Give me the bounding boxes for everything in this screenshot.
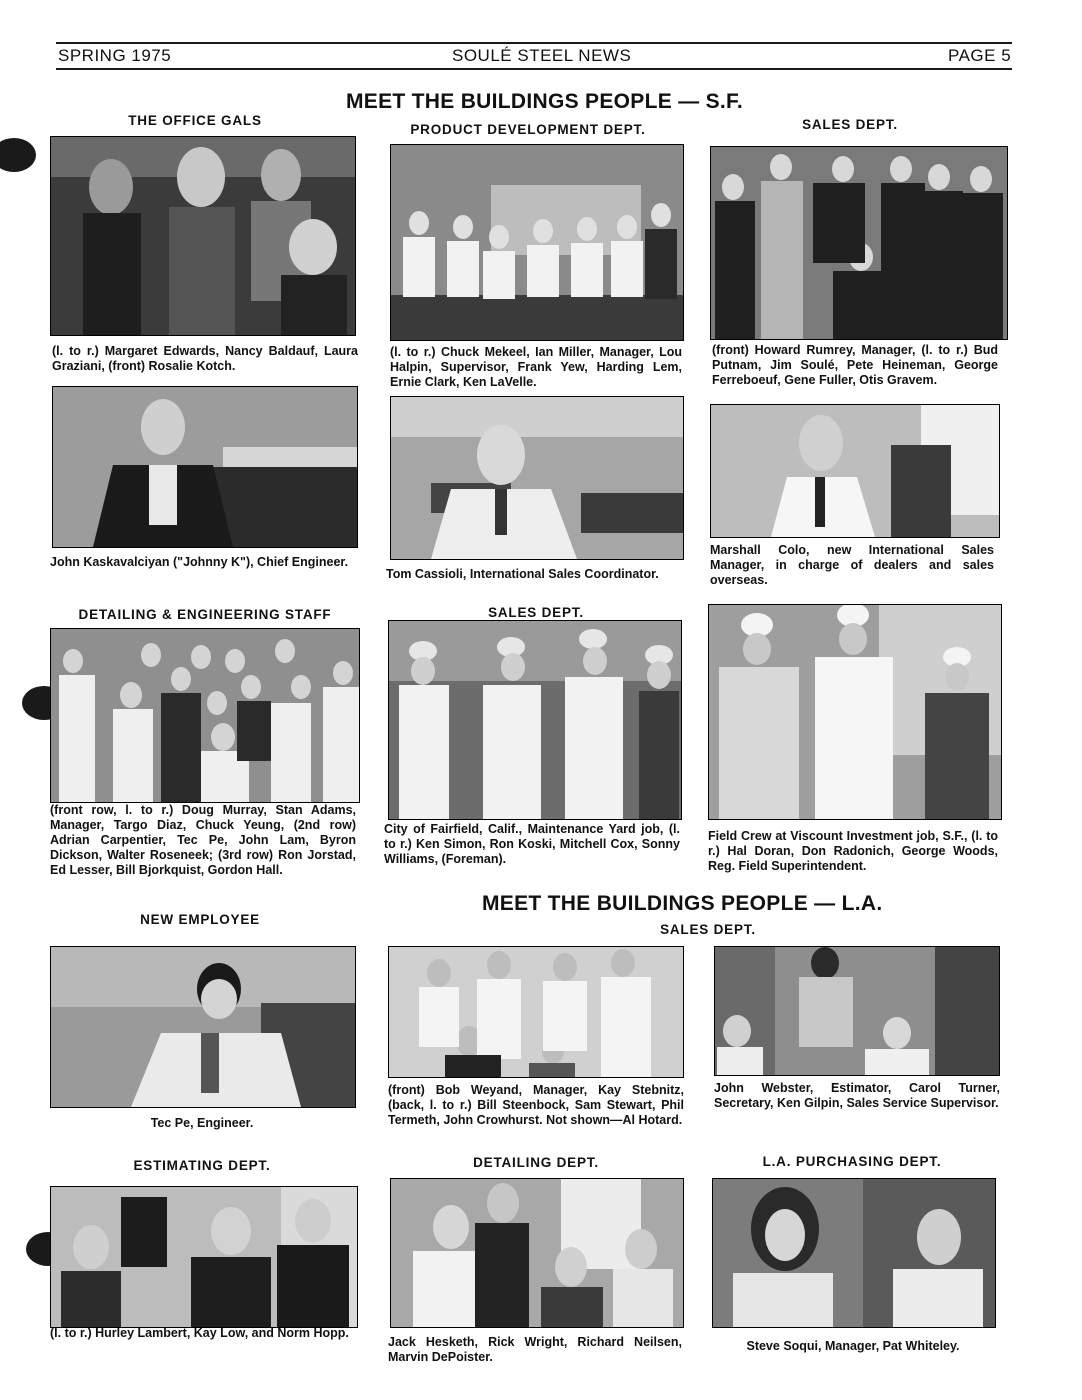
product-dev-caption: (l. to r.) Chuck Mekeel, Ian Miller, Manager, Lou Halpin, Supervisor, Frank Yew, Harding Lem, Ernie Clark, Ken LaVelle. xyxy=(390,345,682,389)
chief-engineer-caption: John Kaskavalciyan ("Johnny K"), Chief Engineer. xyxy=(50,555,349,569)
field-crew-photo xyxy=(708,604,1002,820)
la-purchasing-heading: L.A. PURCHASING DEPT. xyxy=(762,1154,942,1169)
office-gals-heading: THE OFFICE GALS xyxy=(128,113,262,128)
maintenance-yard-photo xyxy=(388,620,682,820)
la-detailing-heading: DETAILING DEPT. xyxy=(473,1155,599,1170)
estimating-photo xyxy=(50,1186,358,1328)
la-sales-caption-2: John Webster, Estimator, Carol Turner, Secretary, Ken Gilpin, Sales Service Supervisor. xyxy=(714,1081,1000,1110)
chief-engineer-photo xyxy=(52,386,358,548)
new-employee-photo xyxy=(50,946,356,1108)
la-purchasing-photo xyxy=(712,1178,996,1328)
la-detailing-caption: Jack Hesketh, Rick Wright, Richard Neilsen, Marvin DePoister. xyxy=(388,1335,682,1364)
header-rule-bottom xyxy=(56,68,1012,70)
header-rule-top xyxy=(56,42,1012,44)
sf-sales-caption: (front) Howard Rumrey, Manager, (l. to r.) Bud Putnam, Jim Soulé, Pete Heineman, George Ferreboeuf, Gene Fuller, Otis Gravem. xyxy=(712,343,998,387)
sf-sales-heading: SALES DEPT. xyxy=(802,117,898,132)
product-dev-heading: PRODUCT DEVELOPMENT DEPT. xyxy=(410,122,646,137)
intl-manager-caption: Marshall Colo, new International Sales Manager, in charge of dealers and sales overseas. xyxy=(710,543,994,587)
product-dev-photo xyxy=(390,144,684,341)
new-employee-caption: Tec Pe, Engineer. xyxy=(150,1116,254,1130)
sf-section-title: MEET THE BUILDINGS PEOPLE — S.F. xyxy=(346,90,743,113)
publication-name: SOULÉ STEEL NEWS xyxy=(452,46,632,65)
office-gals-photo xyxy=(50,136,356,336)
detailing-heading: DETAILING & ENGINEERING STAFF xyxy=(78,607,332,622)
field-crew-caption: Field Crew at Viscount Investment job, S.F., (l. to r.) Hal Doran, Don Radonich, George Woods, Reg. Field Superintendent. xyxy=(708,829,998,873)
la-section-title: MEET THE BUILDINGS PEOPLE — L.A. xyxy=(482,892,883,915)
estimating-caption: (l. to r.) Hurley Lambert, Kay Low, and Norm Hopp. xyxy=(50,1326,349,1340)
binder-hole-top xyxy=(0,138,36,172)
la-sales-caption-1: (front) Bob Weyand, Manager, Kay Stebnitz, (back, l. to r.) Bill Steenbock, Sam Stewart, Phil Termeth, John Crowhurst. Not shown—Al Hotard. xyxy=(388,1083,684,1127)
la-detailing-photo xyxy=(390,1178,684,1328)
la-purchasing-caption: Steve Soqui, Manager, Pat Whiteley. xyxy=(746,1339,960,1353)
new-employee-heading: NEW EMPLOYEE xyxy=(140,912,260,927)
la-sales-photo-2 xyxy=(714,946,1000,1076)
estimating-heading: ESTIMATING DEPT. xyxy=(133,1158,271,1173)
maintenance-yard-caption: City of Fairfield, Calif., Maintenance Yard job, (l. to r.) Ken Simon, Ron Koski, Mitchell Cox, Sonny Williams, (Foreman). xyxy=(384,822,680,866)
office-gals-caption: (l. to r.) Margaret Edwards, Nancy Baldauf, Laura Graziani, (front) Rosalie Kotch. xyxy=(52,344,358,373)
detailing-staff-photo xyxy=(50,628,360,803)
detailing-caption: (front row, l. to r.) Doug Murray, Stan Adams, Manager, Targo Diaz, Chuck Yeung, (2nd row) Adrian Carpentier, Tec Pe, John Lam, Byron Dickson, Walter Roseneek; (3rd row) Ron Jorstad, Ed Lesser, Bill Bjorkquist, Gordon Hall. xyxy=(50,803,356,877)
sf-sales-yard-heading: SALES DEPT. xyxy=(488,605,584,620)
sf-sales-photo xyxy=(710,146,1008,340)
intl-coordinator-photo xyxy=(390,396,684,560)
la-sales-heading: SALES DEPT. xyxy=(660,922,756,937)
page-number: PAGE 5 xyxy=(948,46,1012,65)
intl-coordinator-caption: Tom Cassioli, International Sales Coordinator. xyxy=(386,567,659,581)
issue-date: SPRING 1975 xyxy=(58,46,172,65)
la-sales-photo-1 xyxy=(388,946,684,1078)
intl-manager-photo xyxy=(710,404,1000,538)
